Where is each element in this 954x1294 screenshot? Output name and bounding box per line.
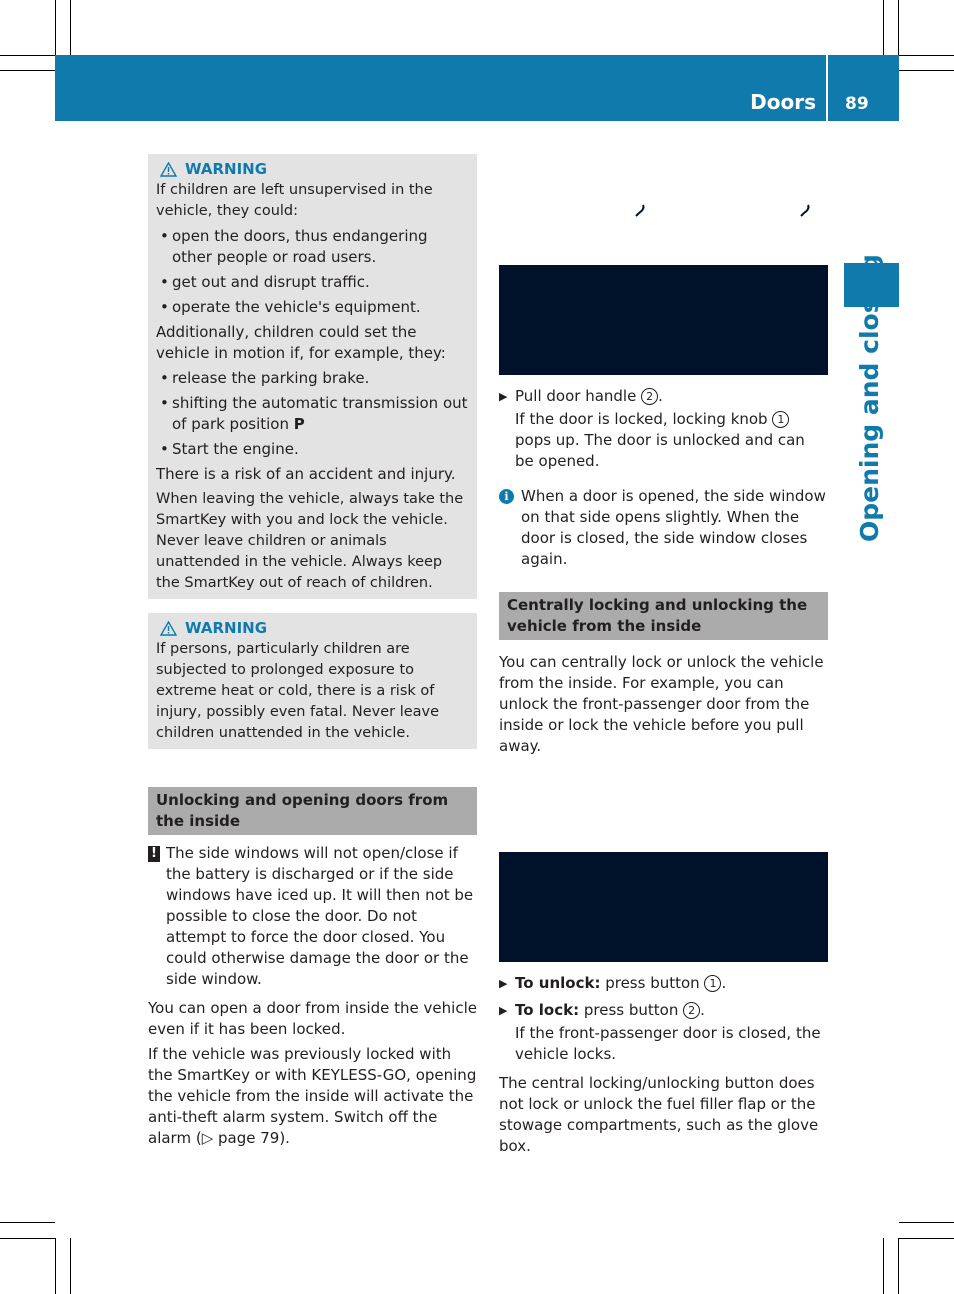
notice — [148, 843, 477, 990]
list-item: • shifting the automatic transmission out of park position P — [160, 394, 468, 433]
warning-box — [148, 154, 477, 599]
instruction-step: ▶ Pull door handle 2 . If the door is locked, locking knob 1 pops up. The door is unlocked and can be opened. — [499, 387, 805, 470]
exclamation-icon: ! — [148, 846, 160, 862]
page-reference-icon: ▷ — [201, 1129, 214, 1147]
central-locking-illustration — [499, 852, 828, 962]
right-column-lower — [499, 973, 828, 1157]
info-icon: i — [499, 489, 514, 504]
warning-paragraph: There is a risk of an accident and injury. — [156, 465, 456, 483]
crop-mark — [883, 0, 884, 55]
crop-mark — [0, 55, 55, 56]
step-arrow-icon: ▶ — [499, 390, 508, 403]
header-divider — [826, 55, 828, 121]
body-paragraph: If the vehicle was previously locked with the SmartKey or with KEYLESS-GO, opening the vehicle from the inside will activate the anti-theft alarm system. Switch off the alarm (▷ page 79). — [148, 1045, 477, 1147]
warning-text: If persons, particularly children are subjected to prolonged exposure to extreme heat or cold, there is a risk of injury, possibly even fatal. Never leave children unattended in the vehicle. — [156, 641, 440, 741]
warning-triangle-icon — [160, 162, 177, 177]
crop-mark — [899, 70, 954, 71]
crop-mark — [0, 1222, 55, 1223]
warning-box — [148, 613, 477, 749]
warning-heading — [156, 617, 469, 639]
warning-title: WARNING — [185, 618, 268, 637]
info-note — [499, 486, 828, 570]
crop-mark — [0, 70, 55, 71]
crop-mark — [55, 0, 56, 55]
crop-mark — [70, 1238, 71, 1294]
body-paragraph: The central locking/unlocking button does not lock or unlock the fuel filler flap or the stowage compartments, such as the glove box. — [499, 1074, 819, 1155]
list-item: • get out and disrupt traffic. — [160, 273, 370, 291]
crop-mark — [70, 0, 71, 55]
crop-mark — [883, 1238, 884, 1294]
section-heading: Unlocking and opening doors from the inside — [148, 787, 477, 835]
list-item: • open the doors, thus endangering other people or road users. — [160, 227, 428, 266]
callout-number: 2 — [641, 388, 658, 405]
crop-mark — [55, 1238, 56, 1294]
callout-number: 1 — [704, 975, 721, 992]
right-column-middle — [499, 592, 828, 757]
crop-mark — [899, 1222, 954, 1223]
warning-paragraph: Additionally, children could set the vehicle in motion if, for example, they: — [156, 323, 446, 362]
warning-heading — [156, 158, 469, 180]
crop-mark — [899, 55, 954, 56]
door-handle-illustration — [499, 265, 828, 375]
door-illustration-caption — [499, 175, 828, 260]
right-column-upper — [499, 386, 828, 570]
body-paragraph: You can centrally lock or unlock the vehicle from the inside. For example, you can unlock the front-passenger door from the inside or lock the vehicle before you pull away. — [499, 653, 824, 755]
section-title: Doors — [750, 90, 816, 114]
step-result: If the front-passenger door is closed, the vehicle locks. — [515, 1024, 821, 1063]
step-arrow-icon: ▶ — [499, 977, 508, 990]
instruction-step: ▶ To lock: press button 2 . If the front-passenger door is closed, the vehicle locks. — [499, 1000, 828, 1065]
crop-mark — [898, 1238, 899, 1294]
crop-mark — [0, 1238, 55, 1239]
list-item: • operate the vehicle's equipment. — [160, 298, 421, 316]
page-number: 89 — [845, 94, 869, 114]
warning-intro: If children are left unsupervised in the vehicle, they could: — [156, 182, 433, 219]
list-item: • release the parking brake. — [160, 369, 370, 387]
instruction-step: ▶ To unlock: press button 1 . — [499, 974, 727, 992]
callout-number: 2 — [683, 1002, 700, 1019]
info-text: When a door is opened, the side window on that side opens slightly. When the door is closed, the side window closes again. — [521, 487, 826, 568]
list-item: • Start the engine. — [160, 440, 299, 458]
warning-paragraph: When leaving the vehicle, always take the SmartKey with you and lock the vehicle. Never leave children or animals unattended in the vehicle. Always keep the SmartKey out of reach of children. — [156, 491, 464, 591]
step-arrow-icon: ▶ — [499, 1004, 508, 1017]
crop-mark — [899, 1238, 954, 1239]
crop-mark — [898, 0, 899, 55]
left-column — [148, 154, 477, 1149]
notice-text: The side windows will not open/close if the battery is discharged or if the side windows have iced up. It will then not be possible to close the door. Do not attempt to force the door closed. You could otherwise damage the door or the side window. — [166, 844, 474, 988]
warning-title: WARNING — [185, 159, 268, 178]
warning-triangle-icon — [160, 621, 177, 636]
chapter-label: Opening and closing — [855, 254, 884, 542]
section-heading: Centrally locking and unlocking the vehicle from the inside — [499, 592, 828, 640]
body-paragraph: You can open a door from inside the vehicle even if it has been locked. — [148, 999, 477, 1038]
callout-number: 1 — [772, 411, 789, 428]
